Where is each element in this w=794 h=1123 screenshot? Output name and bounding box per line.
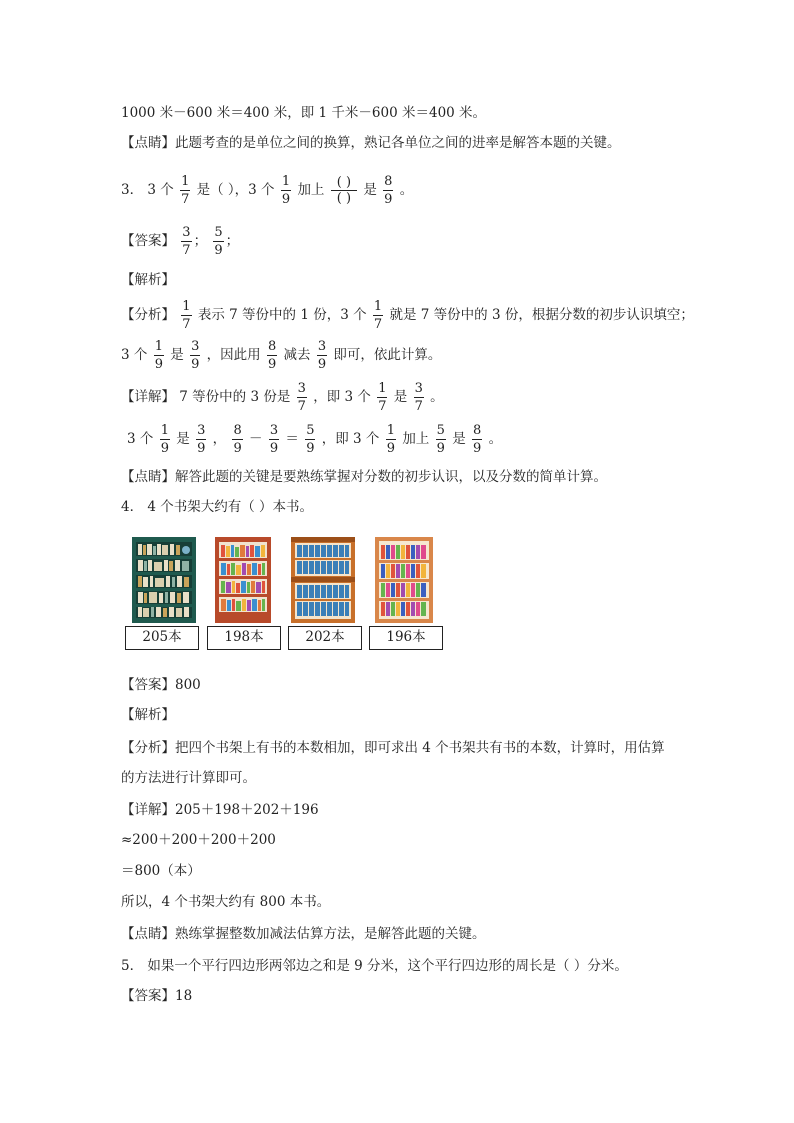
detail-line: 3 个 $\frac{1}{9}$ 是 $\frac{3}{9}$ ， $\frac{8}{9}$ － $\frac{3}{9}$ ＝ $\frac{5}{9}$ ，即 3 个 $\frac{1}{9}$ 加上 $\frac{5}{9}$ 是 $\frac{8}{9}$ 。 [127,423,503,456]
detail-line: 【详解】205＋198＋202＋196 [121,802,319,818]
bookshelf-image [215,537,271,623]
text-line: 1000 米－600 米＝400 米，即 1 千米－600 米＝400 米。 [121,105,487,121]
fraction: $\frac{3}{7}$ [297,381,306,414]
detail-line: 【详解】 7 等份中的 3 份是 $\frac{3}{7}$ ，即 3 个 $\frac{1}{7}$ 是 $\frac{3}{7}$ 。 [121,381,444,414]
blank-fraction[interactable]: $\frac{( )}{( )}$ [331,175,357,206]
fraction: $\frac{3}{7}$ [182,225,191,258]
fraction: $\frac{1}{9}$ [386,423,396,456]
fraction: $\frac{5}{9}$ [436,423,445,456]
analysis-line: 的方法进行计算即可。 [121,770,256,786]
fraction: $\frac{5}{9}$ [214,225,223,258]
fraction: $\frac{8}{9}$ [233,423,242,456]
book-count-label: 205本 [125,626,199,650]
detail-line: ＝800（本） [121,863,201,879]
fraction: $\frac{8}{9}$ [267,339,277,372]
detail-line: ≈200＋200＋200＋200 [121,832,276,848]
fraction: $\frac{8}{9}$ [472,423,482,456]
fraction: $\frac{5}{9}$ [306,423,315,456]
analysis-heading: 【解析】 [121,272,175,288]
fraction: $\frac{3}{7}$ [414,381,423,414]
fraction: $\frac{1}{9}$ [154,339,163,372]
key-point-line: 【点睛】解答此题的关键是要熟练掌握对分数的初步认识，以及分数的简单计算。 [121,469,607,485]
fraction: $\frac{1}{7}$ [181,174,190,207]
key-point-line: 【点睛】此题考查的是单位之间的换算，熟记各单位之间的进率是解答本题的关键。 [121,135,621,151]
fraction: $\frac{3}{9}$ [191,339,200,372]
answer-3: 【答案】 $\frac{3}{7}$ ； $\frac{5}{9}$ ； [121,225,240,258]
tag-answer: 【答案】 [121,233,175,249]
analysis-line: 3 个 $\frac{1}{9}$ 是 $\frac{3}{9}$ ，因此用 $\frac{8}{9}$ 减去 $\frac{3}{9}$ 即可，依此计算。 [121,339,442,372]
question-3: 3． 3 个 $\frac{1}{7}$ 是（ ），3 个 $\frac{1}{9}$ 加上 $\frac{( )}{( )}$ 是 $\frac{8}{9}$ 。 [121,174,414,207]
question-5: 5． 如果一个平行四边形两邻边之和是 9 分米，这个平行四边形的周长是（ ）分米。 [121,958,628,974]
question-4: 4． 4 个书架大约有（ ）本书。 [121,499,314,515]
answer-4: 【答案】800 [121,677,201,693]
bookshelf-image [132,537,196,623]
book-count-label: 202本 [288,626,362,650]
fraction: $\frac{3}{9}$ [269,423,279,456]
detail-line: 所以，4 个书架大约有 800 本书。 [121,894,331,910]
analysis-line: 【分析】 $\frac{1}{7}$ 表示 7 等份中的 1 份，3 个 $\frac{1}{7}$ 就是 7 等份中的 3 份，根据分数的初步认识填空； [121,299,694,332]
fraction: $\frac{1}{7}$ [378,381,387,414]
book-count-label: 198本 [207,626,281,650]
bookshelf-image [291,537,355,623]
fraction: $\frac{1}{7}$ [182,299,191,332]
fraction: $\frac{1}{9}$ [281,174,291,207]
fraction: $\frac{1}{7}$ [373,299,383,332]
tag-dianjing: 【点睛】 [121,135,175,151]
fraction: $\frac{8}{9}$ [384,174,393,207]
answer-5: 【答案】18 [121,988,193,1004]
fraction: $\frac{3}{9}$ [197,423,206,456]
analysis-line: 【分析】把四个书架上有书的本数相加，即可求出 4 个书架共有书的本数，计算时，用估算 [121,740,665,756]
fraction: $\frac{3}{9}$ [317,339,327,372]
book-count-label: 196本 [369,626,443,650]
key-point-line: 【点睛】熟练掌握整数加减法估算方法，是解答此题的关键。 [121,926,486,942]
bookshelf-image [375,537,433,623]
fraction: $\frac{1}{9}$ [160,423,169,456]
analysis-heading: 【解析】 [121,707,175,723]
